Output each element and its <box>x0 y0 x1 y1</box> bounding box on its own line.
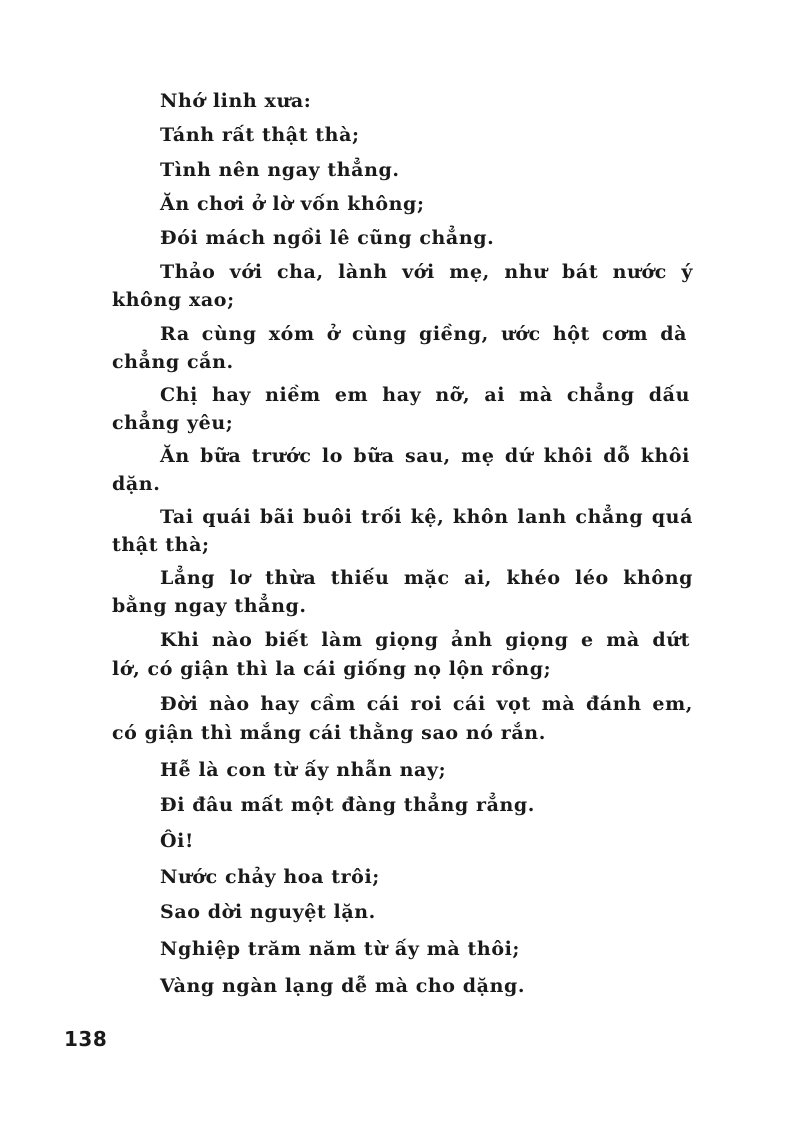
verse-line: Đi đâu mất một đàng thẳng rẳng. <box>160 794 535 816</box>
verse-line: Ăn bữa trước lo bữa sau, mẹ dứ khôi dỗ khôi <box>160 445 690 467</box>
verse-line: Ôi! <box>160 830 194 852</box>
verse-line: Sao dời nguyệt lặn. <box>160 901 376 923</box>
verse-line: Đời nào hay cầm cái roi cái vọt mà đánh em, <box>160 693 693 715</box>
verse-line: Nước chảy hoa trôi; <box>160 866 380 888</box>
verse-line: Ăn chơi ở lờ vốn không; <box>160 193 425 215</box>
verse-line: Đói mách ngồi lê cũng chẳng. <box>160 227 495 249</box>
verse-line: Chị hay niềm em hay nỡ, ai mà chẳng dấu <box>160 384 690 406</box>
verse-line: chẳng cắn. <box>112 351 234 373</box>
verse-line: Nghiệp trăm năm từ ấy mà thôi; <box>160 938 521 960</box>
verse-line: chẳng yêu; <box>112 412 234 434</box>
verse-line: Lẳng lơ thừa thiếu mặc ai, khéo léo không <box>160 567 693 589</box>
verse-line: bằng ngay thẳng. <box>112 595 307 617</box>
verse-line: Thảo với cha, lành với mẹ, như bát nước ý <box>160 261 693 283</box>
verse-line: thật thà; <box>112 534 210 556</box>
verse-line: Hễ là con từ ấy nhẫn nay; <box>160 759 447 781</box>
verse-line: có giận thì mắng cái thằng sao nó rắn. <box>112 722 546 744</box>
verse-line: không xao; <box>112 289 235 311</box>
verse-line: Tai quái bãi buôi trối kệ, khôn lanh chẳng quá <box>160 506 693 528</box>
verse-line: dặn. <box>112 473 161 495</box>
verse-line: Vàng ngàn lạng dễ mà cho dặng. <box>160 975 526 997</box>
verse-line: Ra cùng xóm ở cùng giềng, ước hột cơm dà <box>160 323 687 345</box>
verse-line: Khi nào biết làm giọng ảnh giọng e mà dứt <box>160 629 690 651</box>
verse-line: lớ, có giận thì la cái giống nọ lộn rồng; <box>112 658 552 680</box>
verse-line: Nhớ linh xưa: <box>160 90 312 112</box>
verse-line: Tình nên ngay thẳng. <box>160 159 400 181</box>
page-number: 138 <box>64 1027 108 1051</box>
verse-line: Tánh rất thật thà; <box>160 124 360 146</box>
